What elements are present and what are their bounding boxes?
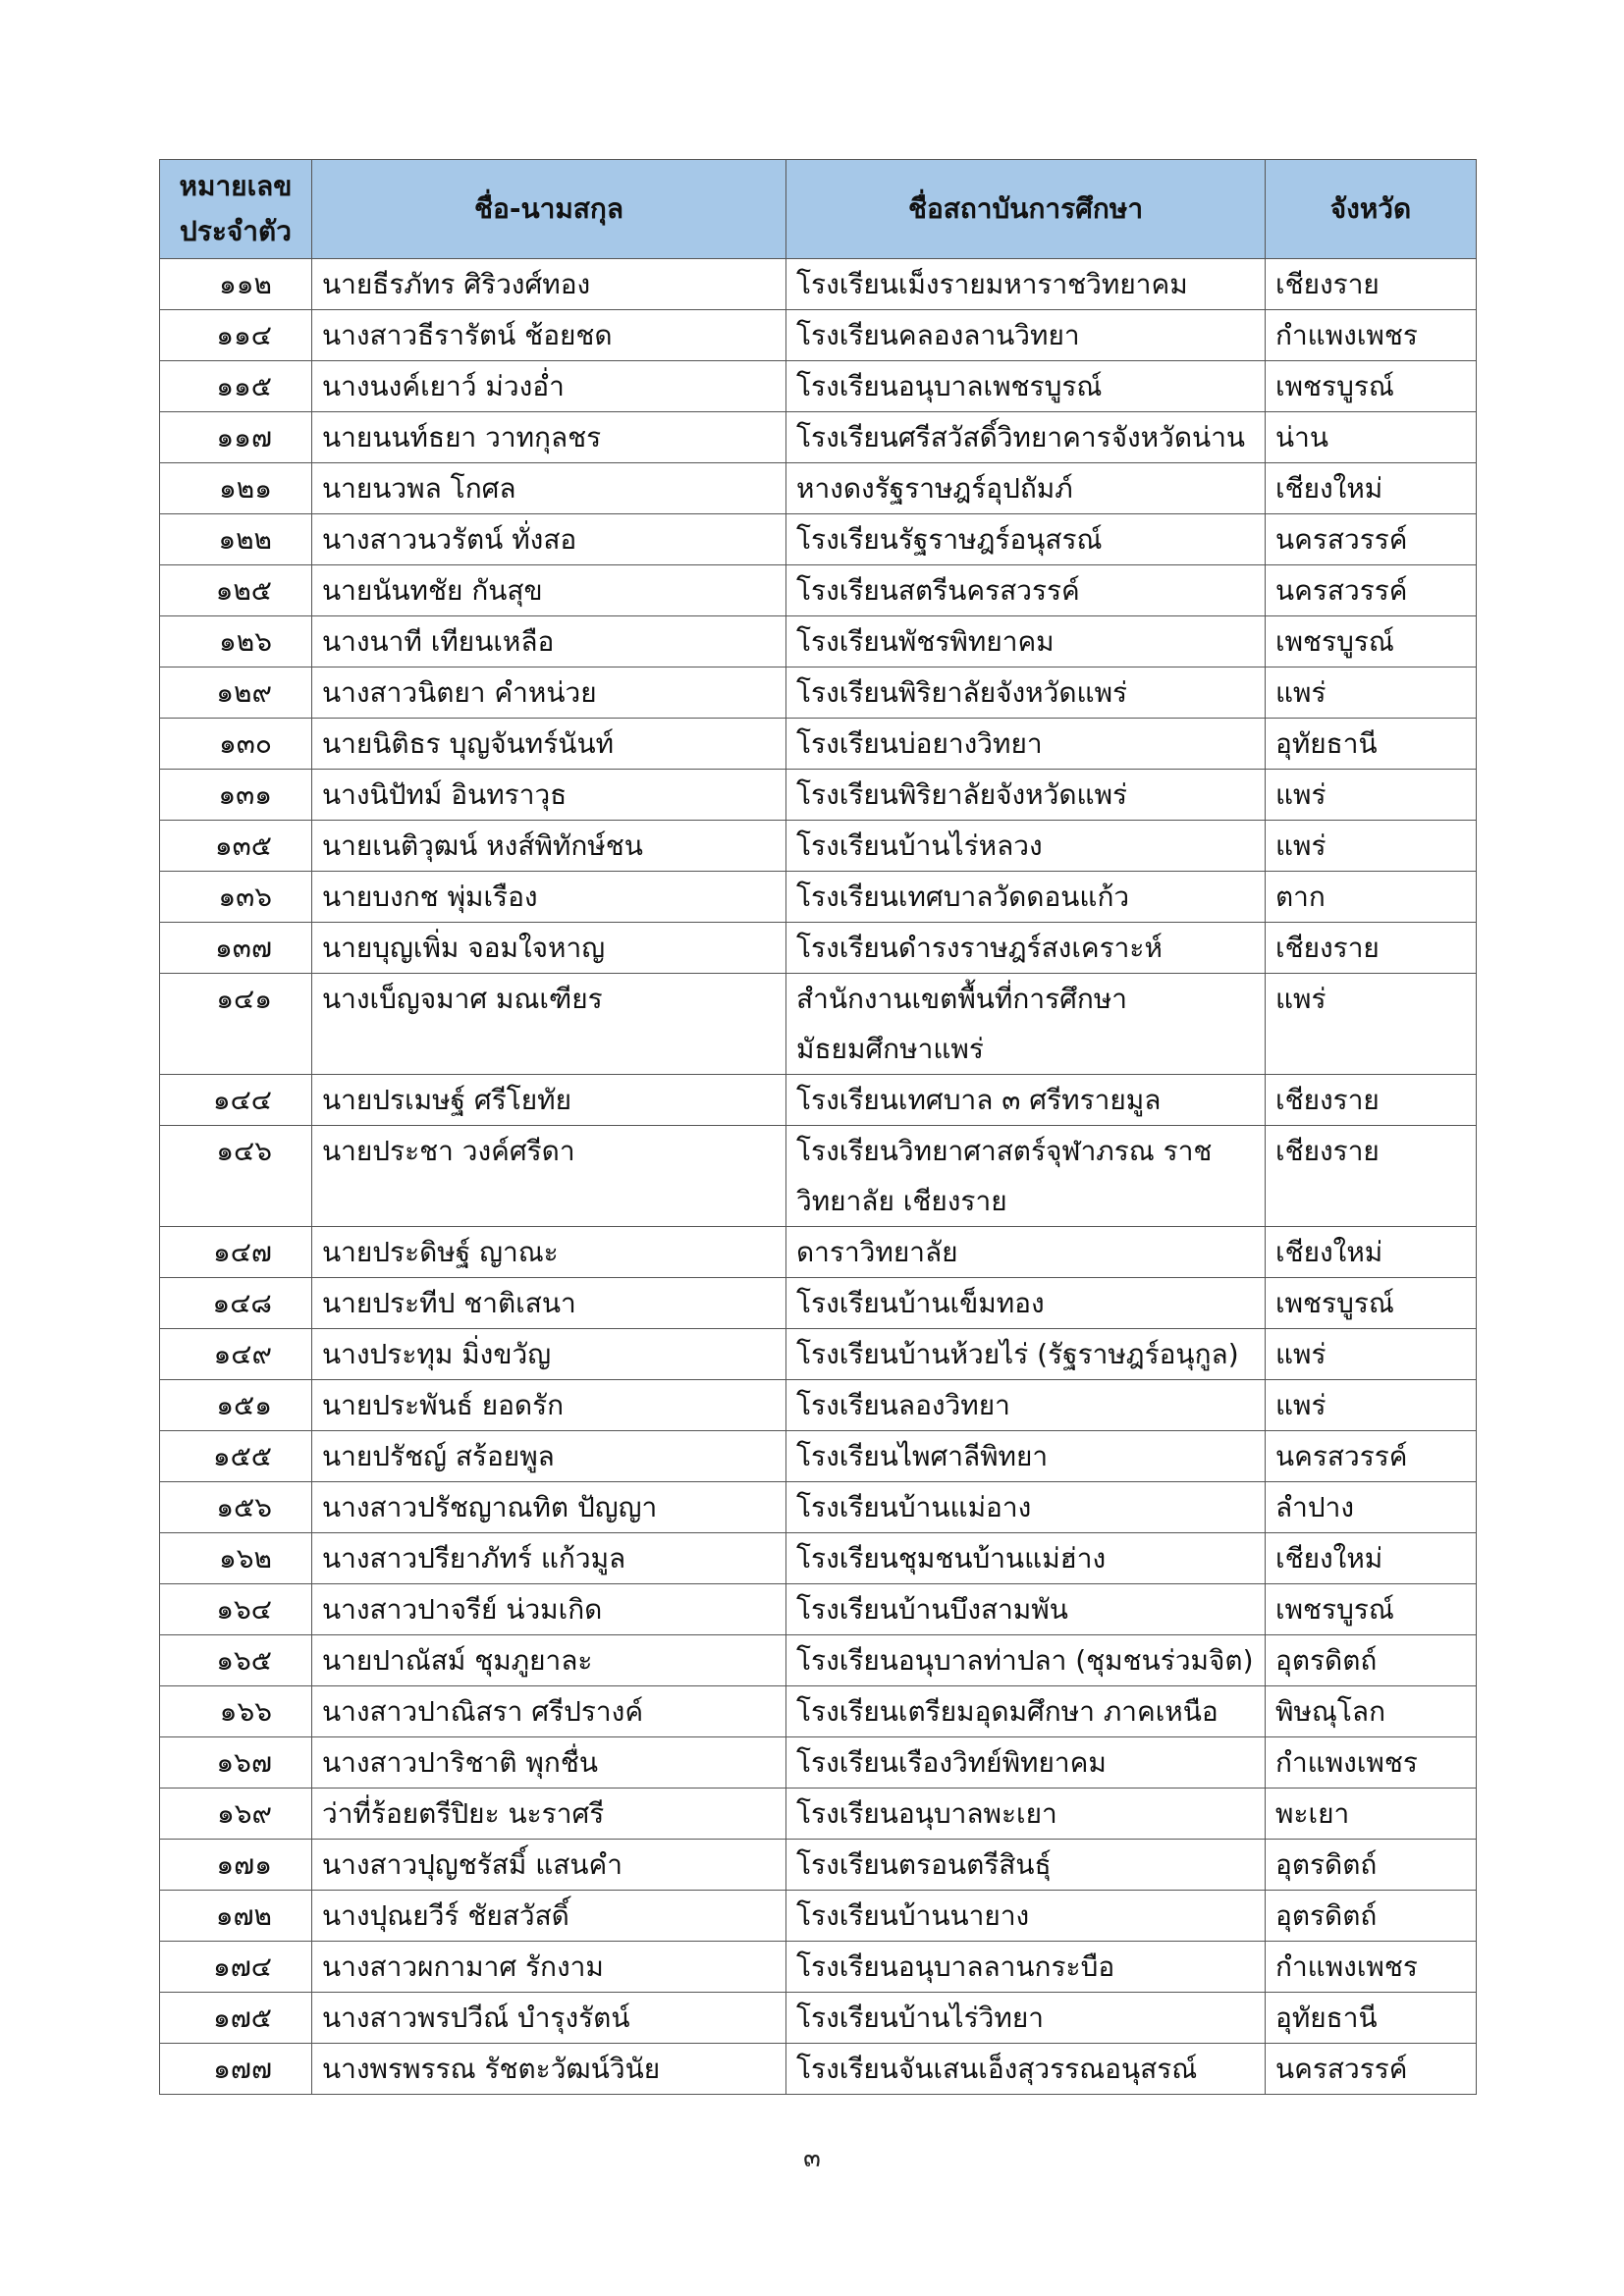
page-number: ๓ <box>803 2144 821 2173</box>
id-cell: ๑๔๘ <box>160 1278 312 1329</box>
province-cell: อุทัยธานี <box>1266 1993 1477 2044</box>
header-row <box>160 160 1477 259</box>
province-cell: เชียงใหม่ <box>1266 1227 1477 1278</box>
table-row <box>160 1329 1477 1380</box>
id-cell: ๑๑๕ <box>160 361 312 412</box>
header-id-line1: หมายเลข <box>179 170 293 202</box>
name-cell: นายนวพล โกศล <box>312 463 786 514</box>
name-cell: นายปาณัสม์ ชุมภูยาละ <box>312 1635 786 1686</box>
province-cell: เชียงราย <box>1266 923 1477 974</box>
id-cell: ๑๔๗ <box>160 1227 312 1278</box>
school-cell: โรงเรียนอนุบาลท่าปลา (ชุมชนร่วมจิต) <box>786 1635 1266 1686</box>
id-cell: ๑๔๔ <box>160 1075 312 1126</box>
province-cell: ลำปาง <box>1266 1482 1477 1533</box>
table-row <box>160 821 1477 872</box>
table-row <box>160 872 1477 923</box>
table-row <box>160 1431 1477 1482</box>
id-cell: ๑๓๐ <box>160 719 312 770</box>
id-cell: ๑๑๗ <box>160 412 312 463</box>
name-cell: นางพรพรรณ รัชตะวัฒน์วินัย <box>312 2044 786 2095</box>
id-cell: ๑๒๖ <box>160 616 312 667</box>
name-cell: นางสาวปุญชรัสมิ์ แสนคำ <box>312 1840 786 1891</box>
province-cell: กำแพงเพชร <box>1266 1942 1477 1993</box>
province-cell: เชียงใหม่ <box>1266 1533 1477 1584</box>
header-province: จังหวัด <box>1266 160 1477 259</box>
name-cell: นางนิปัทม์ อินทราวุธ <box>312 770 786 821</box>
name-cell: นายบุญเพิ่ม จอมใจหาญ <box>312 923 786 974</box>
name-cell: นางสาวนิตยา คำหน่วย <box>312 667 786 719</box>
id-cell: ๑๕๖ <box>160 1482 312 1533</box>
school-cell: โรงเรียนลองวิทยา <box>786 1380 1266 1431</box>
header-school: ชื่อสถาบันการศึกษา <box>786 160 1266 259</box>
province-cell: พะเยา <box>1266 1789 1477 1840</box>
id-cell: ๑๖๙ <box>160 1789 312 1840</box>
table-row <box>160 1993 1477 2044</box>
school-cell: โรงเรียนบ้านบึงสามพัน <box>786 1584 1266 1635</box>
school-cell: โรงเรียนคลองลานวิทยา <box>786 310 1266 361</box>
name-cell: นางสาวปรียาภัทร์ แก้วมูล <box>312 1533 786 1584</box>
province-cell: อุตรดิตถ์ <box>1266 1891 1477 1942</box>
table-row <box>160 310 1477 361</box>
school-cell: โรงเรียนจันเสนเอ็งสุวรรณอนุสรณ์ <box>786 2044 1266 2095</box>
table-row <box>160 770 1477 821</box>
province-cell: นครสวรรค์ <box>1266 565 1477 616</box>
id-cell: ๑๗๑ <box>160 1840 312 1891</box>
province-cell: เพชรบูรณ์ <box>1266 1584 1477 1635</box>
id-cell: ๑๔๖ <box>160 1126 312 1227</box>
school-cell: โรงเรียนบ้านไร่หลวง <box>786 821 1266 872</box>
id-cell: ๑๒๑ <box>160 463 312 514</box>
name-cell: นางสาวผกามาศ รักงาม <box>312 1942 786 1993</box>
school-cell: โรงเรียนเทศบาล ๓ ศรีทรายมูล <box>786 1075 1266 1126</box>
table-row <box>160 514 1477 565</box>
id-cell: ๑๓๑ <box>160 770 312 821</box>
school-cell: สำนักงานเขตพื้นที่การศึกษา มัธยมศึกษาแพร่ <box>786 974 1266 1075</box>
table-row <box>160 667 1477 719</box>
province-cell: แพร่ <box>1266 1380 1477 1431</box>
table-row <box>160 259 1477 310</box>
name-cell: นายนนท์ธยา วาทกุลชร <box>312 412 786 463</box>
table-row <box>160 1126 1477 1227</box>
name-cell: นางสาวพรปวีณ์ บำรุงรัตน์ <box>312 1993 786 2044</box>
id-cell: ๑๓๗ <box>160 923 312 974</box>
province-cell: เพชรบูรณ์ <box>1266 616 1477 667</box>
name-cell: นายปรเมษฐ์ ศรีโยทัย <box>312 1075 786 1126</box>
school-cell: ดาราวิทยาลัย <box>786 1227 1266 1278</box>
province-cell: แพร่ <box>1266 974 1477 1075</box>
table-row <box>160 1227 1477 1278</box>
table-row <box>160 1686 1477 1737</box>
school-cell: โรงเรียนอนุบาลลานกระบือ <box>786 1942 1266 1993</box>
id-cell: ๑๖๖ <box>160 1686 312 1737</box>
province-cell: น่าน <box>1266 412 1477 463</box>
school-cell: โรงเรียนไพศาลีพิทยา <box>786 1431 1266 1482</box>
province-cell: นครสวรรค์ <box>1266 1431 1477 1482</box>
school-cell: โรงเรียนบ้านแม่อาง <box>786 1482 1266 1533</box>
table-row <box>160 361 1477 412</box>
province-cell: อุทัยธานี <box>1266 719 1477 770</box>
school-cell: โรงเรียนบ้านห้วยไร่ (รัฐราษฎร์อนุกูล) <box>786 1329 1266 1380</box>
school-cell: โรงเรียนเม็งรายมหาราชวิทยาคม <box>786 259 1266 310</box>
province-cell: แพร่ <box>1266 1329 1477 1380</box>
school-cell: โรงเรียนเรืองวิทย์พิทยาคม <box>786 1737 1266 1789</box>
name-cell: นางประทุม มิ่งขวัญ <box>312 1329 786 1380</box>
id-cell: ๑๗๒ <box>160 1891 312 1942</box>
name-cell: นายเนติวุฒน์ หงส์พิทักษ์ชน <box>312 821 786 872</box>
name-cell: นายนันทชัย กันสุข <box>312 565 786 616</box>
table-row <box>160 1789 1477 1840</box>
school-cell: โรงเรียนบ้านนายาง <box>786 1891 1266 1942</box>
table-row <box>160 1737 1477 1789</box>
name-cell: นางสาวนวรัตน์ ทั่งสอ <box>312 514 786 565</box>
name-cell: นายบงกช พุ่มเรือง <box>312 872 786 923</box>
name-cell: นางสาวปาณิสรา ศรีปรางค์ <box>312 1686 786 1737</box>
name-cell: นายธีรภัทร ศิริวงศ์ทอง <box>312 259 786 310</box>
province-cell: แพร่ <box>1266 770 1477 821</box>
school-cell: โรงเรียนตรอนตรีสินธุ์ <box>786 1840 1266 1891</box>
province-cell: อุตรดิตถ์ <box>1266 1635 1477 1686</box>
table-row <box>160 1075 1477 1126</box>
province-cell: อุตรดิตถ์ <box>1266 1840 1477 1891</box>
name-cell: นายประชา วงค์ศรีดา <box>312 1126 786 1227</box>
province-cell: แพร่ <box>1266 667 1477 719</box>
province-cell: เชียงใหม่ <box>1266 463 1477 514</box>
school-cell: โรงเรียนบ้านเข็มทอง <box>786 1278 1266 1329</box>
name-cell: นายประพันธ์ ยอดรัก <box>312 1380 786 1431</box>
school-cell: โรงเรียนพัชรพิทยาคม <box>786 616 1266 667</box>
name-cell: นางปุณยวีร์ ชัยสวัสดิ์ <box>312 1891 786 1942</box>
id-cell: ๑๖๔ <box>160 1584 312 1635</box>
table-row <box>160 923 1477 974</box>
id-cell: ๑๖๒ <box>160 1533 312 1584</box>
table-header <box>160 160 1477 259</box>
table-row <box>160 616 1477 667</box>
id-cell: ๑๖๕ <box>160 1635 312 1686</box>
name-cell: นายประดิษฐ์ ญาณะ <box>312 1227 786 1278</box>
name-cell: นางสาวปาริชาติ พุกชื่น <box>312 1737 786 1789</box>
id-cell: ๑๓๖ <box>160 872 312 923</box>
table-body <box>160 259 1477 2095</box>
table-row <box>160 1380 1477 1431</box>
table-row <box>160 1635 1477 1686</box>
name-cell: นางสาวปรัชญาณทิต ปัญญา <box>312 1482 786 1533</box>
name-cell: นายประทีป ชาติเสนา <box>312 1278 786 1329</box>
table-row <box>160 719 1477 770</box>
header-id-line2: ประจำตัว <box>180 215 292 247</box>
school-cell: โรงเรียนชุมชนบ้านแม่ฮ่าง <box>786 1533 1266 1584</box>
school-cell: โรงเรียนพิริยาลัยจังหวัดแพร่ <box>786 667 1266 719</box>
table-row <box>160 1942 1477 1993</box>
province-cell: เชียงราย <box>1266 1075 1477 1126</box>
province-cell: กำแพงเพชร <box>1266 310 1477 361</box>
school-cell: โรงเรียนพิริยาลัยจังหวัดแพร่ <box>786 770 1266 821</box>
school-cell: โรงเรียนเตรียมอุดมศึกษา ภาคเหนือ <box>786 1686 1266 1737</box>
name-cell: นายนิติธร บุญจันทร์นันท์ <box>312 719 786 770</box>
table-row <box>160 1891 1477 1942</box>
id-cell: ๑๗๔ <box>160 1942 312 1993</box>
id-cell: ๑๗๕ <box>160 1993 312 2044</box>
table-row <box>160 974 1477 1075</box>
school-cell: โรงเรียนบ่อยางวิทยา <box>786 719 1266 770</box>
id-cell: ๑๔๑ <box>160 974 312 1075</box>
school-cell: โรงเรียนอนุบาลเพชรบูรณ์ <box>786 361 1266 412</box>
school-cell: โรงเรียนศรีสวัสดิ์วิทยาคารจังหวัดน่าน <box>786 412 1266 463</box>
name-cell: นางสาวปาจรีย์ น่วมเกิด <box>312 1584 786 1635</box>
table-row <box>160 1584 1477 1635</box>
table-row <box>160 1482 1477 1533</box>
table-row <box>160 565 1477 616</box>
id-cell: ๑๗๗ <box>160 2044 312 2095</box>
table-row <box>160 412 1477 463</box>
id-cell: ๑๒๙ <box>160 667 312 719</box>
header-id <box>160 160 312 259</box>
province-cell: นครสวรรค์ <box>1266 2044 1477 2095</box>
id-cell: ๑๒๕ <box>160 565 312 616</box>
school-cell: โรงเรียนวิทยาศาสตร์จุฬาภรณ ราชวิทยาลัย เชียงราย <box>786 1126 1266 1227</box>
name-cell: ว่าที่ร้อยตรีปิยะ นะราศรี <box>312 1789 786 1840</box>
header-name: ชื่อ-นามสกุล <box>312 160 786 259</box>
id-cell: ๑๓๕ <box>160 821 312 872</box>
table-row <box>160 1840 1477 1891</box>
province-cell: เชียงราย <box>1266 259 1477 310</box>
table-row <box>160 463 1477 514</box>
province-cell: นครสวรรค์ <box>1266 514 1477 565</box>
province-cell: ตาก <box>1266 872 1477 923</box>
id-cell: ๑๕๑ <box>160 1380 312 1431</box>
table-row <box>160 1533 1477 1584</box>
name-cell: นางเบ็ญจมาศ มณเฑียร <box>312 974 786 1075</box>
name-cell: นางนงค์เยาว์ ม่วงอ่ำ <box>312 361 786 412</box>
id-cell: ๑๑๒ <box>160 259 312 310</box>
school-cell: หางดงรัฐราษฎร์อุปถัมภ์ <box>786 463 1266 514</box>
school-cell: โรงเรียนรัฐราษฎร์อนุสรณ์ <box>786 514 1266 565</box>
school-cell: โรงเรียนเทศบาลวัดดอนแก้ว <box>786 872 1266 923</box>
table-row <box>160 2044 1477 2095</box>
province-cell: กำแพงเพชร <box>1266 1737 1477 1789</box>
school-cell: โรงเรียนดำรงราษฎร์สงเคราะห์ <box>786 923 1266 974</box>
name-cell: นายปรัชญ์ สร้อยพูล <box>312 1431 786 1482</box>
province-cell: แพร่ <box>1266 821 1477 872</box>
id-cell: ๑๕๕ <box>160 1431 312 1482</box>
table-row <box>160 1278 1477 1329</box>
id-cell: ๑๒๒ <box>160 514 312 565</box>
participant-table <box>159 159 1477 2095</box>
name-cell: นางนาที เทียนเหลือ <box>312 616 786 667</box>
id-cell: ๑๑๔ <box>160 310 312 361</box>
name-cell: นางสาวธีรารัตน์ ช้อยชด <box>312 310 786 361</box>
school-cell: โรงเรียนบ้านไร่วิทยา <box>786 1993 1266 2044</box>
id-cell: ๑๔๙ <box>160 1329 312 1380</box>
province-cell: เพชรบูรณ์ <box>1266 1278 1477 1329</box>
school-cell: โรงเรียนอนุบาลพะเยา <box>786 1789 1266 1840</box>
province-cell: พิษณุโลก <box>1266 1686 1477 1737</box>
school-cell: โรงเรียนสตรีนครสวรรค์ <box>786 565 1266 616</box>
id-cell: ๑๖๗ <box>160 1737 312 1789</box>
province-cell: เพชรบูรณ์ <box>1266 361 1477 412</box>
province-cell: เชียงราย <box>1266 1126 1477 1227</box>
